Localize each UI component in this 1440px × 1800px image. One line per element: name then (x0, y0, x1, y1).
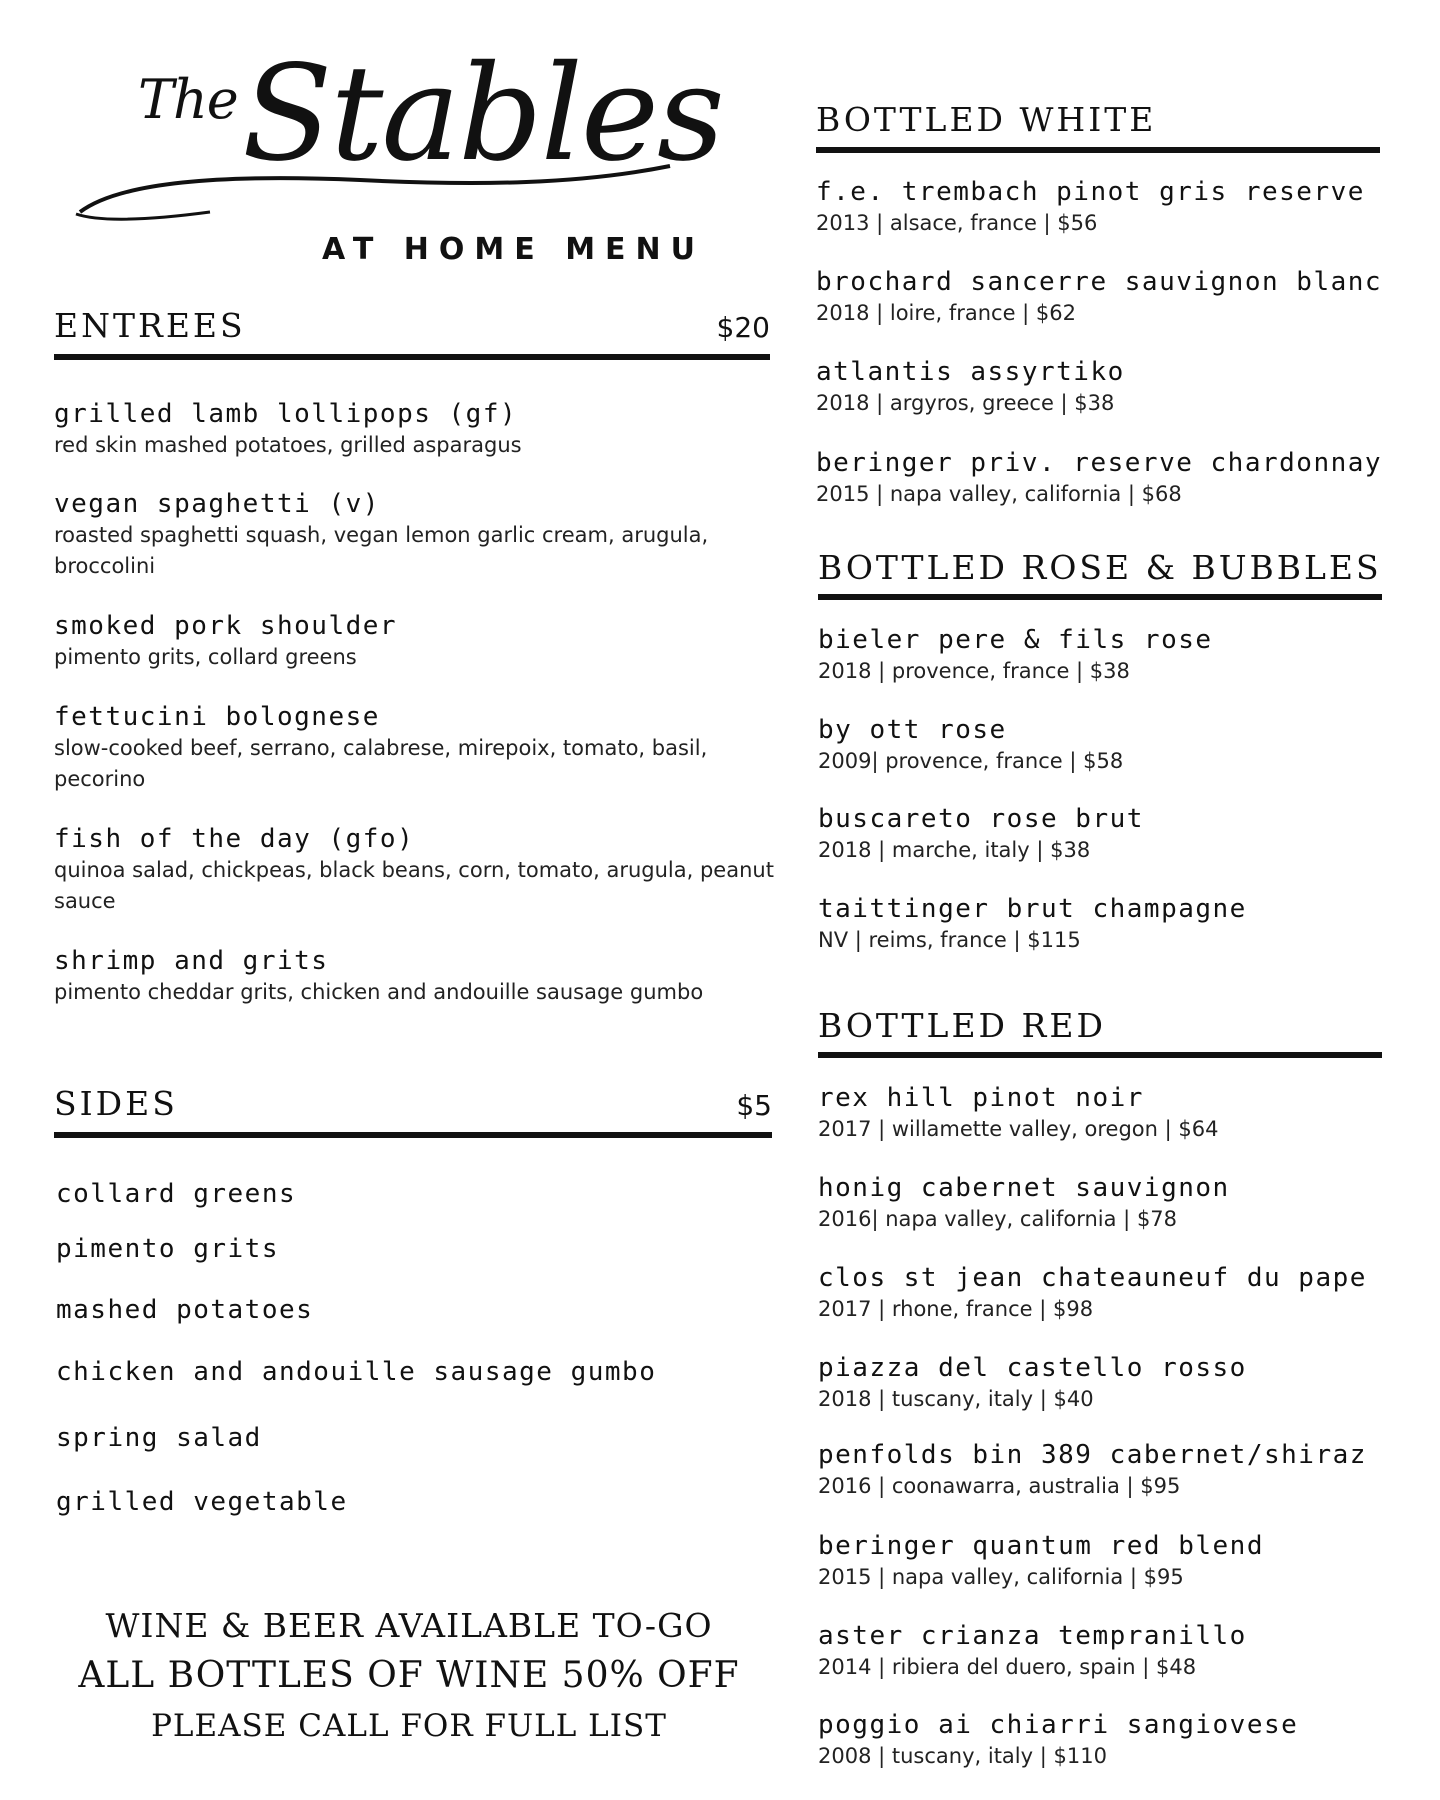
side-item: collard greens (56, 1179, 297, 1209)
white-section (816, 96, 1380, 153)
promo-line-2: ALL BOTTLES OF WINE 50% OFF (78, 1655, 740, 1696)
wine-name: bieler pere & fils rose (818, 625, 1213, 655)
red-divider (818, 1052, 1382, 1058)
list-item (818, 626, 1213, 687)
list-item (54, 490, 774, 582)
list-item (816, 449, 1382, 510)
list-item (818, 895, 1247, 956)
list-item (818, 1711, 1298, 1772)
entrees-section (54, 302, 770, 360)
wine-details: 2016| napa valley, california | $78 (818, 1206, 1178, 1231)
red-title: BOTTLED RED (818, 1006, 1106, 1045)
rose-section (818, 544, 1382, 600)
logo-the: The (138, 68, 238, 131)
wine-details: 2016 | coonawarra, australia | $95 (818, 1473, 1181, 1498)
wine-name: piazza del castello rosso (818, 1353, 1247, 1383)
wine-details: 2015 | napa valley, california | $95 (818, 1564, 1184, 1589)
menu-subtitle: AT HOME MENU (322, 232, 706, 267)
wine-name: by ott rose (818, 715, 1007, 745)
side-item: grilled vegetable (56, 1487, 348, 1517)
list-item (54, 400, 774, 461)
red-section (818, 1002, 1382, 1058)
wine-details: 2014 | ribiera del duero, spain | $48 (818, 1654, 1197, 1679)
wine-details: 2017 | willamette valley, oregon | $64 (818, 1116, 1219, 1141)
wine-promo (54, 1602, 764, 1750)
entrees-price: $20 (716, 311, 770, 344)
logo (60, 37, 740, 282)
wine-name: f.e. trembach pinot gris reserve (816, 177, 1365, 207)
wine-details: 2008 | tuscany, italy | $110 (818, 1743, 1107, 1768)
wine-details: 2013 | alsace, france | $56 (816, 210, 1098, 235)
promo-line-3: PLEASE CALL FOR FULL LIST (151, 1708, 667, 1744)
list-item (54, 703, 774, 795)
side-item: spring salad (56, 1423, 262, 1453)
wine-details: 2015 | napa valley, california | $68 (816, 481, 1182, 506)
list-item (54, 612, 774, 673)
wine-details: 2018 | argyros, greece | $38 (816, 390, 1115, 415)
wine-name: rex hill pinot noir (818, 1083, 1144, 1113)
wine-details: 2018 | loire, france | $62 (816, 300, 1077, 325)
list-item (818, 1084, 1218, 1145)
wine-name: honig cabernet sauvignon (818, 1173, 1230, 1203)
wine-name: aster crianza tempranillo (818, 1621, 1247, 1651)
rose-header (818, 544, 1382, 587)
entree-desc: slow-cooked beef, serrano, calabrese, mirepoix, tomato, basil, pecorino (54, 735, 708, 791)
entree-name: grilled lamb lollipops (gf) (54, 399, 518, 429)
entree-desc: red skin mashed potatoes, grilled asparagus (54, 432, 522, 457)
list-item (818, 1532, 1264, 1593)
list-item (818, 716, 1123, 777)
list-item (818, 1264, 1367, 1325)
list-item (818, 1441, 1367, 1502)
entree-name: smoked pork shoulder (54, 611, 398, 641)
wine-name: brochard sancerre sauvignon blanc (816, 267, 1383, 297)
logo-name: Stables (242, 37, 723, 191)
list-item (818, 1174, 1230, 1235)
white-divider (816, 147, 1380, 153)
list-item (54, 947, 794, 1008)
sides-section (54, 1080, 772, 1138)
entrees-header (54, 302, 770, 345)
wine-details: 2018 | tuscany, italy | $40 (818, 1386, 1094, 1411)
entree-name: shrimp and grits (54, 946, 329, 976)
list-item (818, 805, 1144, 866)
white-title: BOTTLED WHITE (816, 100, 1157, 139)
wine-details: 2018 | marche, italy | $38 (818, 837, 1091, 862)
red-header (818, 1002, 1382, 1045)
wine-name: beringer priv. reserve chardonnay (816, 448, 1383, 478)
wine-name: buscareto rose brut (818, 804, 1144, 834)
entree-desc: roasted spaghetti squash, vegan lemon garlic cream, arugula, broccolini (54, 522, 709, 578)
entrees-title: ENTREES (54, 306, 246, 345)
wine-name: penfolds bin 389 cabernet/shiraz (818, 1440, 1367, 1470)
sides-title: SIDES (54, 1084, 178, 1123)
sides-price: $5 (736, 1089, 772, 1122)
side-item: chicken and andouille sausage gumbo (56, 1357, 657, 1387)
entree-name: fettucini bolognese (54, 702, 380, 732)
list-item (54, 825, 774, 917)
wine-details: 2018 | provence, france | $38 (818, 658, 1130, 683)
wine-name: taittinger brut champagne (818, 894, 1247, 924)
sides-header (54, 1080, 772, 1123)
entree-desc: pimento cheddar grits, chicken and andouille sausage gumbo (54, 979, 704, 1004)
entrees-divider (54, 354, 770, 360)
wine-details: 2009| provence, france | $58 (818, 748, 1124, 773)
list-item (816, 358, 1125, 419)
side-item: pimento grits (56, 1234, 279, 1264)
wine-name: clos st jean chateauneuf du pape (818, 1263, 1367, 1293)
white-header (816, 96, 1380, 139)
list-item (818, 1354, 1247, 1415)
side-item: mashed potatoes (56, 1295, 314, 1325)
wine-details: 2017 | rhone, france | $98 (818, 1296, 1094, 1321)
sides-divider (54, 1132, 772, 1138)
wine-name: poggio ai chiarri sangiovese (818, 1710, 1299, 1740)
wine-name: atlantis assyrtiko (816, 357, 1125, 387)
wine-name: beringer quantum red blend (818, 1531, 1264, 1561)
entree-name: fish of the day (gfo) (54, 824, 415, 854)
list-item (816, 178, 1365, 239)
entree-name: vegan spaghetti (v) (54, 489, 380, 519)
rose-divider (818, 594, 1382, 600)
list-item (816, 268, 1382, 329)
rose-title: BOTTLED ROSE & BUBBLES (818, 548, 1382, 587)
entree-desc: quinoa salad, chickpeas, black beans, corn, tomato, arugula, peanut sauce (54, 857, 774, 913)
promo-line-1: WINE & BEER AVAILABLE TO-GO (105, 1606, 713, 1645)
wine-details: NV | reims, france | $115 (818, 927, 1081, 952)
list-item (818, 1622, 1247, 1683)
entree-desc: pimento grits, collard greens (54, 644, 357, 669)
